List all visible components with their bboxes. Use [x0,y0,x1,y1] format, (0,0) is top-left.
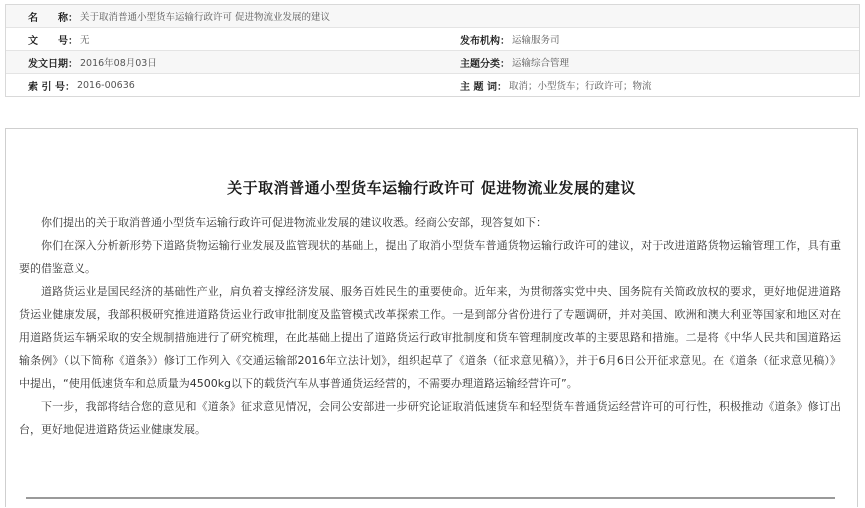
meta-row-name [6,5,859,28]
meta-docno-label: 文 号： [28,35,78,47]
meta-category-label: 主题分类： [460,58,510,70]
document-title: 关于取消普通小型货车运输行政许可 促进物流业发展的建议 [227,179,636,197]
body-paragraph-3: 道路货运业是国民经济的基础性产业，肩负着支撑经济发展、服务百姓民生的重要使命。近年来，为贯彻落实党中央、国务院有关简政放权的要求，更好地促进道路货运业健康发展，我部积极研究推进道路货运业行政审批制度及监管模式改革探索工作。一是到部分省份进行了专题调研，并对美国、欧洲和澳大利亚等国家和地区对在用道路货运车辆采取的安全规制措施进行了研究梳理，在此基础上提出了道路货运行政审批制度和货车管理制度改革的主要思路和措施。二是将《中华人民共和国道路运输条例》（以下简称《道条》）修订工作列入《交通运输部2016年立法计划》，组织起草了《道条（征求意见稿）》，并于6月6日公开征求意见。在《道条（征求意见稿）》中提出，“使用低速货车和总质量为4500kg以下的载货汽车从事普通货运经营的，不需要办理道路运输经营许可”。 [19,285,841,390]
meta-issuer-value: 运输服务司 [512,35,560,46]
meta-docno-value: 无 [80,35,90,46]
body-paragraph-4: 下一步，我部将结合您的意见和《道条》征求意见情况，会同公安部进一步研究论证取消低速货车和轻型货车普通货运经营许可的可行性，积极推动《道条》修订出台，更好地促进道路货运业健康发展。 [19,400,841,436]
meta-name-cell [6,9,330,24]
meta-name-label: 名 称： [28,12,78,24]
body-paragraph-1: 你们提出的关于取消普通小型货车运输行政许可促进物流业发展的建议收悉。经商公安部，现答复如下： [41,216,547,229]
meta-name-value: 关于取消普通小型货车运输行政许可 促进物流业发展的建议 [80,12,331,23]
document-content-box [5,128,858,507]
meta-date-cell [6,55,460,70]
body-paragraph-2: 你们在深入分析新形势下道路货物运输行业发展及监管现状的基础上，提出了取消小型货车普通货物运输行政许可的建议，对于改进道路货物运输管理工作，具有重要的借鉴意义。 [19,239,841,275]
meta-docno-cell [6,32,460,47]
meta-index-label: 索 引 号： [28,81,75,93]
meta-index-cell [6,78,460,93]
meta-date-label: 发文日期： [28,58,78,70]
meta-keywords-value: 取消；小型货车；行政许可；物流 [508,81,652,92]
document-metadata-table [5,4,860,97]
meta-keywords-label: 主 题 词： [460,81,507,93]
meta-index-value: 2016-00636 [76,79,135,91]
document-body [19,211,841,441]
meta-issuer-cell [460,32,859,47]
meta-category-cell [460,55,859,70]
bottom-divider [26,497,835,499]
meta-row-docno [6,28,859,51]
meta-row-index [6,74,859,96]
meta-keywords-cell [460,78,859,93]
meta-date-value: 2016年08月03日 [80,58,157,69]
meta-category-value: 运输综合管理 [512,58,570,69]
meta-row-date [6,51,859,74]
meta-issuer-label: 发布机构： [460,35,510,47]
